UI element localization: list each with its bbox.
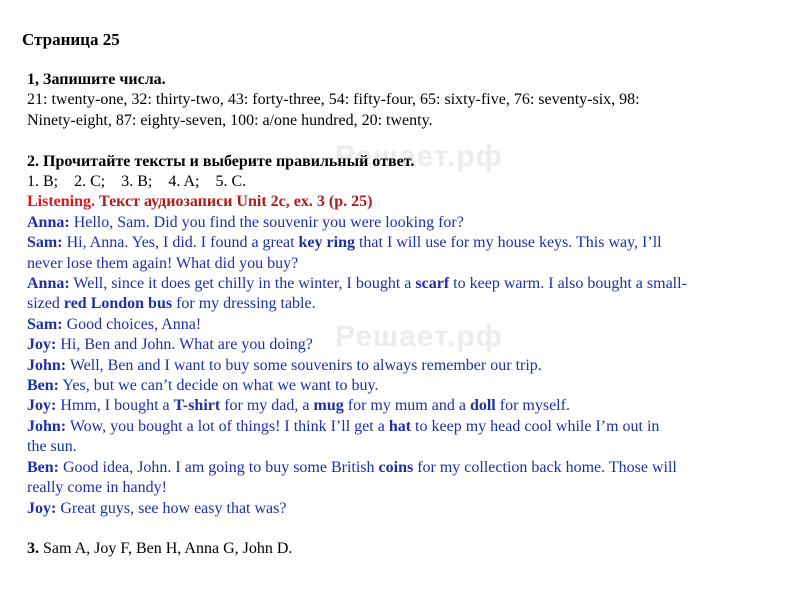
dialogue-line: Joy: Hmm, I bought a T-shirt for my dad, a mug for my mum and a doll for myself. [27, 397, 570, 415]
task3-answer: 3. Sam A, Joy F, Ben H, Anna G, John D. [27, 540, 293, 558]
task3-number: 3. [27, 540, 39, 558]
page-title: Страница 25 [22, 30, 120, 49]
task1-line: Ninety-eight, 87: eighty-seven, 100: a/one hundred, 20: twenty. [27, 111, 433, 129]
speaker: John: [27, 356, 67, 374]
listening-heading [27, 192, 772, 212]
watermark: Решает.рф [335, 140, 503, 173]
keyword: T-shirt [173, 397, 221, 415]
document-body [27, 70, 772, 560]
keyword: mug [313, 397, 344, 415]
speaker: Anna: [27, 213, 70, 231]
keyword: key ring [298, 234, 355, 252]
dialogue-line: John: Well, Ben and I want to buy some souvenirs to always remember our trip. [27, 356, 542, 374]
dialogue-line: Sam: Hi, Anna. Yes, I did. I found a great key ring that I will use for my house keys. This way, I’ll [27, 234, 662, 252]
keyword: scarf [415, 275, 450, 293]
speaker: Ben: [27, 458, 59, 476]
keyword: red London bus [63, 295, 173, 313]
watermark: Решает.рф [335, 320, 503, 353]
dialogue-line: sized red London bus for my dressing table. [27, 295, 316, 313]
keyword: hat [388, 417, 412, 435]
speaker: Ben: [27, 377, 59, 395]
speaker: Anna: [27, 275, 70, 293]
speaker: Sam: [27, 234, 63, 252]
answer-item: 1. B; [27, 173, 59, 191]
dialogue-line: Ben: Yes, but we can’t decide on what we want to buy. [27, 377, 379, 395]
dialogue-line: Joy: Hi, Ben and John. What are you doing? [27, 336, 313, 354]
listening-label: Listening. [27, 193, 96, 211]
answer-item: 5. C. [215, 173, 247, 191]
task2-heading: 2. Прочитайте тексты и выберите правильный ответ. [27, 152, 415, 170]
dialogue-line: never lose them again! What did you buy? [27, 254, 299, 272]
dialogue-line: Joy: Great guys, see how easy that was? [27, 499, 287, 517]
answer-item: 2. C; [74, 173, 106, 191]
dialogue-line: John: Wow, you bought a lot of things! I think I’ll get a hat to keep my head cool while I’m out in [27, 417, 660, 435]
keyword: doll [469, 397, 496, 415]
dialogue-line: Anna: Hello, Sam. Did you find the souvenir you were looking for? [27, 213, 464, 231]
speaker: Joy: [27, 499, 57, 517]
speaker: Sam: [27, 315, 63, 333]
keyword: coins [378, 458, 414, 476]
task1-line: 21: twenty-one, 32: thirty-two, 43: forty-three, 54: fifty-four, 65: sixty-five, 76: seventy-six, 98: [27, 91, 640, 109]
task2-answers [27, 172, 772, 192]
dialogue-line: really come in handy! [27, 479, 167, 497]
speaker: John: [27, 417, 67, 435]
dialogue-line: Sam: Good choices, Anna! [27, 315, 202, 333]
dialogue-line: Ben: Good idea, John. I am going to buy some British coins for my collection back home. Those will [27, 458, 677, 476]
listening-title: Текст аудиозаписи Unit 2c, ex. 3 (p. 25) [99, 193, 373, 211]
dialogue-line: the sun. [27, 438, 77, 456]
speaker: Joy: [27, 397, 57, 415]
speaker: Joy: [27, 336, 57, 354]
answer-item: 3. B; [121, 173, 153, 191]
dialogue-line: Anna: Well, since it does get chilly in the winter, I bought a scarf to keep warm. I also bought a small- [27, 275, 687, 293]
task1-heading: 1, Запишите числа. [27, 71, 166, 88]
answer-item: 4. A; [168, 173, 200, 191]
